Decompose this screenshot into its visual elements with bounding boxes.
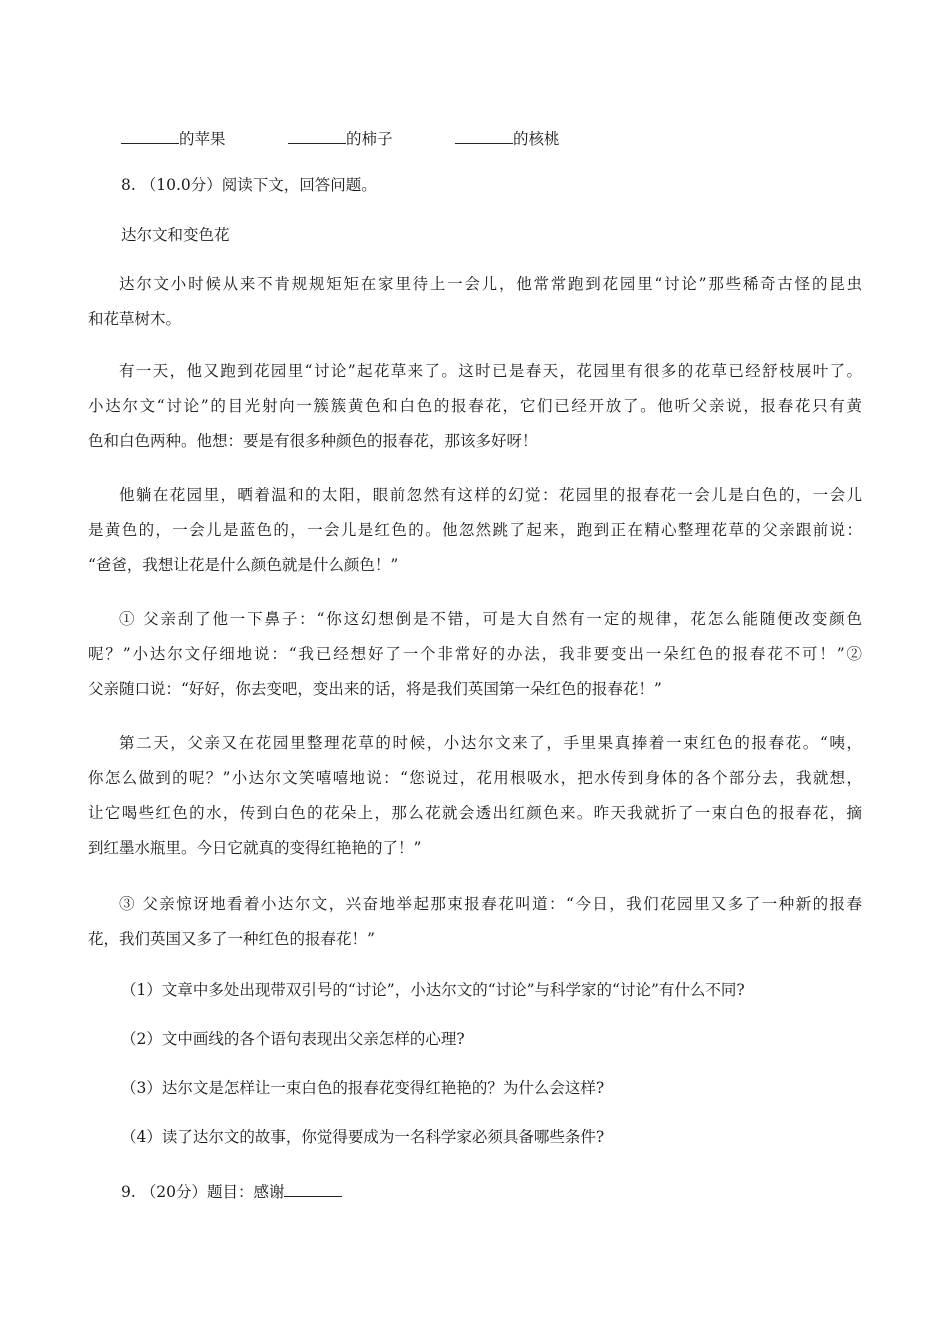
question-9-text: 9. （20分）题目：感谢	[121, 1183, 285, 1201]
paragraph-line: 他躺在花园里，晒着温和的太阳，眼前忽然有这样的幻觉：花园里的报春花一会儿是白色的，一会儿	[119, 486, 862, 504]
passage-paragraph-6	[88, 887, 862, 957]
passage-paragraph-5	[88, 726, 862, 866]
paragraph-line: 是黄色的，一会儿是蓝色的，一会儿是红色的。他忽然跳了起来，跑到正在精心整理花草的父亲跟前说：	[88, 521, 862, 539]
paragraph-line: ③ 父亲惊讶地看着小达尔文，兴奋地举起那束报春花叫道：“今日，我们花园里又多了一种新的报春	[119, 895, 862, 913]
blank-suffix: 的核桃	[513, 130, 560, 148]
paragraph-line: 你怎么做到的呢？”小达尔文笑嘻嘻地说：“您说过，花用根吸水，把水传到身体的各个部分去，我就想，	[88, 769, 862, 787]
paragraph-line: ① 父亲刮了他一下鼻子：“你这幻想倒是不错，可是大自然有一定的规律，花怎么能随便改变颜色	[119, 610, 862, 628]
paragraph-line: 父亲随口说：“好好，你去变吧，变出来的话，将是我们英国第一朵红色的报春花！”	[88, 680, 662, 698]
passage-paragraph-2	[88, 354, 862, 459]
blank-item-apple	[121, 129, 226, 148]
paragraph-line: 到红墨水瓶里。今日它就真的变得红艳艳的了！”	[88, 839, 422, 857]
paragraph-line: 让它喝些红色的水，传到白色的花朵上，那么花就会透出红颜色来。昨天我就折了一束白色的报春花，摘	[88, 804, 862, 822]
answer-blank[interactable]	[284, 1182, 342, 1197]
blank-item-persimmon	[288, 129, 393, 148]
paragraph-line: 达尔文小时候从来不肯规规矩矩在家里待上一会儿，他常常跑到花园里“讨论”那些稀奇古怪的昆虫	[119, 275, 862, 293]
passage-paragraph-1	[88, 267, 862, 337]
paragraph-line: 小达尔文“讨论”的目光射向一簇簇黄色和白色的报春花，它们已经开放了。他听父亲说，报春花只有黄	[88, 397, 862, 415]
answer-blank[interactable]	[121, 129, 179, 144]
answer-blank[interactable]	[288, 129, 346, 144]
sub-question-4: （4）读了达尔文的故事，你觉得要成为一名科学家必须具备哪些条件?	[121, 1128, 605, 1146]
paragraph-line: 和花草树木。	[88, 310, 182, 328]
paragraph-line: “爸爸，我想让花是什么颜色就是什么颜色！”	[88, 556, 399, 574]
passage-paragraph-3	[88, 478, 862, 583]
passage-paragraph-4	[88, 602, 862, 707]
paragraph-line: 有一天，他又跑到花园里“讨论”起花草来了。这时已是春天，花园里有很多的花草已经舒枝展叶了。	[119, 362, 862, 380]
answer-blank[interactable]	[455, 129, 513, 144]
sub-question-2: （2）文中画线的各个语句表现出父亲怎样的心理?	[121, 1030, 465, 1048]
blank-item-walnut	[455, 129, 560, 148]
paragraph-line: 呢？”小达尔文仔细地说：“我已经想好了一个非常好的办法，我非要变出一朵红色的报春花不可！”②	[88, 645, 862, 663]
paragraph-line: 第二天，父亲又在花园里整理花草的时候，小达尔文来了，手里果真捧着一束红色的报春花。“咦，	[119, 734, 862, 752]
question-9-header	[121, 1182, 342, 1201]
question-8-header: 8. （10.0分）阅读下文，回答问题。	[121, 176, 377, 194]
paragraph-line: 色和白色两种。他想：要是有很多种颜色的报春花，那该多好呀！	[88, 432, 538, 450]
paragraph-line: 花，我们英国又多了一种红色的报春花！”	[88, 930, 375, 948]
blank-suffix: 的柿子	[346, 130, 393, 148]
blank-suffix: 的苹果	[179, 130, 226, 148]
sub-question-1: （1）文章中多处出现带双引号的“讨论”，小达尔文的“讨论”与科学家的“讨论”有什么不同?	[121, 981, 745, 999]
passage-title: 达尔文和变色花	[121, 226, 230, 244]
sub-question-3: （3）达尔文是怎样让一束白色的报春花变得红艳艳的？为什么会这样?	[121, 1079, 605, 1097]
